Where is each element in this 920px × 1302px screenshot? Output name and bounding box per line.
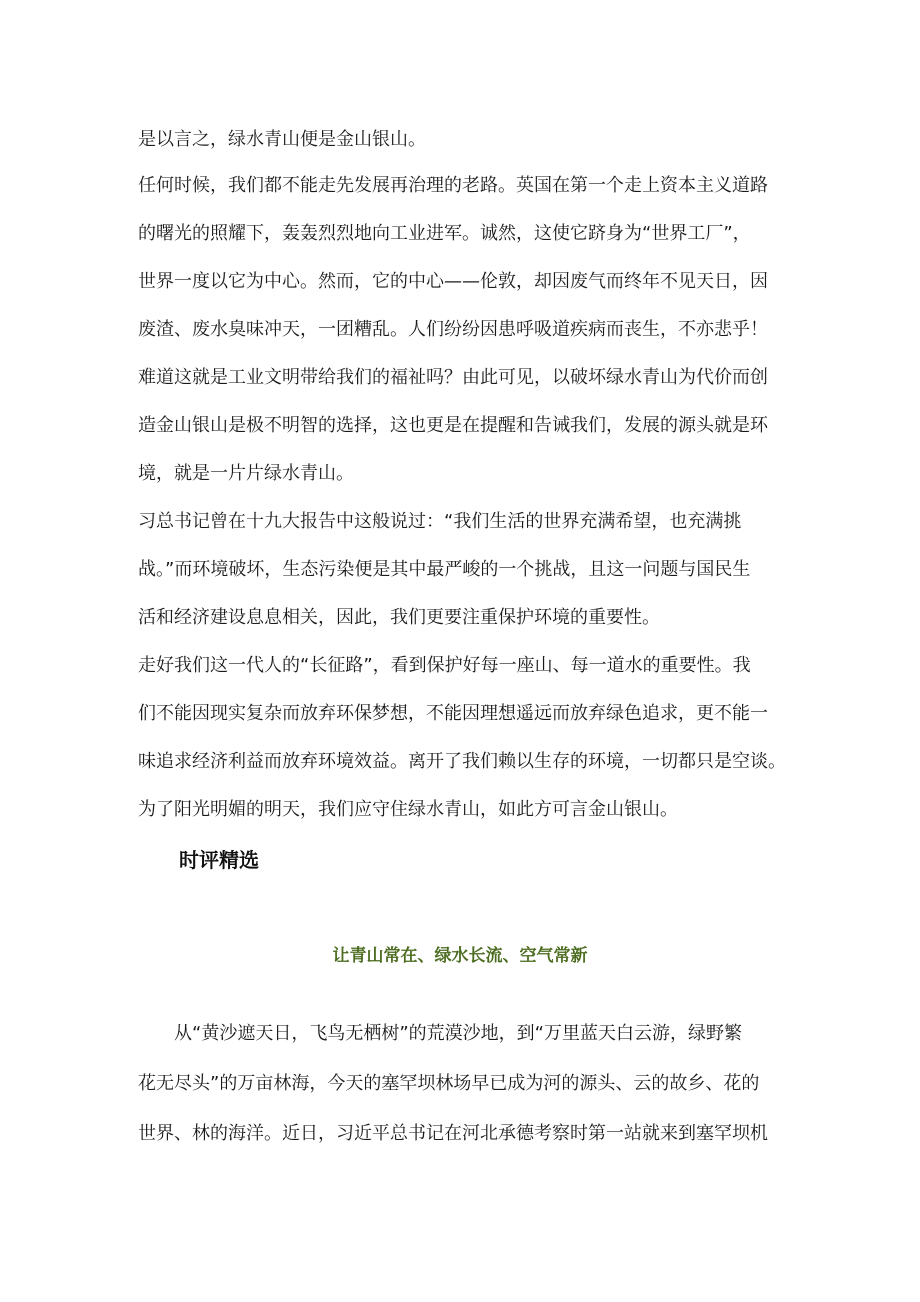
essay-line: 走好我们这一代人的“长征路”，看到保护好每一座山、每一道水的重要性。我 (138, 655, 751, 676)
essay-line: 味追求经济利益而放弃环境效益。离开了我们赖以生存的环境，一切都只是空谈。 (138, 751, 786, 772)
essay-line: 世界一度以它为中心。然而，它的中心——伦敦，却因废气而终年不见天日，因 (138, 271, 768, 292)
essay-line: 活和经济建设息息相关，因此，我们更要注重保护环境的重要性。 (138, 607, 660, 628)
essay-line: 习总书记曾在十九大报告中这般说过：“我们生活的世界充满希望，也充满挑 (138, 511, 742, 532)
article-line: 从“黄沙遮天日，飞鸟无栖树”的荒漠沙地，到“万里蓝天白云游，绿野繁 (174, 1023, 742, 1044)
article-line: 花无尽头”的万亩林海，今天的塞罕坝林场早已成为河的源头、云的故乡、花的 (138, 1073, 760, 1094)
essay-line: 的曙光的照耀下，轰轰烈烈地向工业进军。诚然，这使它跻身为“世界工厂”， (138, 223, 751, 244)
article-line: 世界、林的海洋。近日，习近平总书记在河北承德考察时第一站就来到塞罕坝机 (138, 1123, 768, 1144)
essay-line: 战。”而环境破坏，生态污染便是其中最严峻的一个挑战，且这一问题与国民生 (138, 559, 751, 580)
essay-line: 是以言之，绿水青山便是金山银山。 (138, 129, 426, 150)
section-heading: 时评精选 (179, 848, 259, 872)
essay-line: 废渣、废水臭味冲天，一团糟乱。人们纷纷因患呼吸道疾病而丧生，不亦悲乎！ (138, 319, 768, 340)
essay-line: 为了阳光明媚的明天，我们应守住绿水青山，如此方可言金山银山。 (138, 799, 678, 820)
essay-line: 难道这就是工业文明带给我们的福祉吗？由此可见，以破坏绿水青山为代价而创 (138, 367, 768, 388)
essay-line: 境，就是一片片绿水青山。 (138, 463, 354, 484)
essay-line: 造金山银山是极不明智的选择，这也更是在提醒和告诫我们，发展的源头就是环 (138, 415, 768, 436)
article-title: 让青山常在、绿水长流、空气常新 (332, 946, 588, 966)
essay-line: 们不能因现实复杂而放弃环保梦想，不能因理想遥远而放弃绿色追求，更不能一 (138, 703, 768, 724)
essay-line: 任何时候，我们都不能走先发展再治理的老路。英国在第一个走上资本主义道路 (138, 175, 768, 196)
